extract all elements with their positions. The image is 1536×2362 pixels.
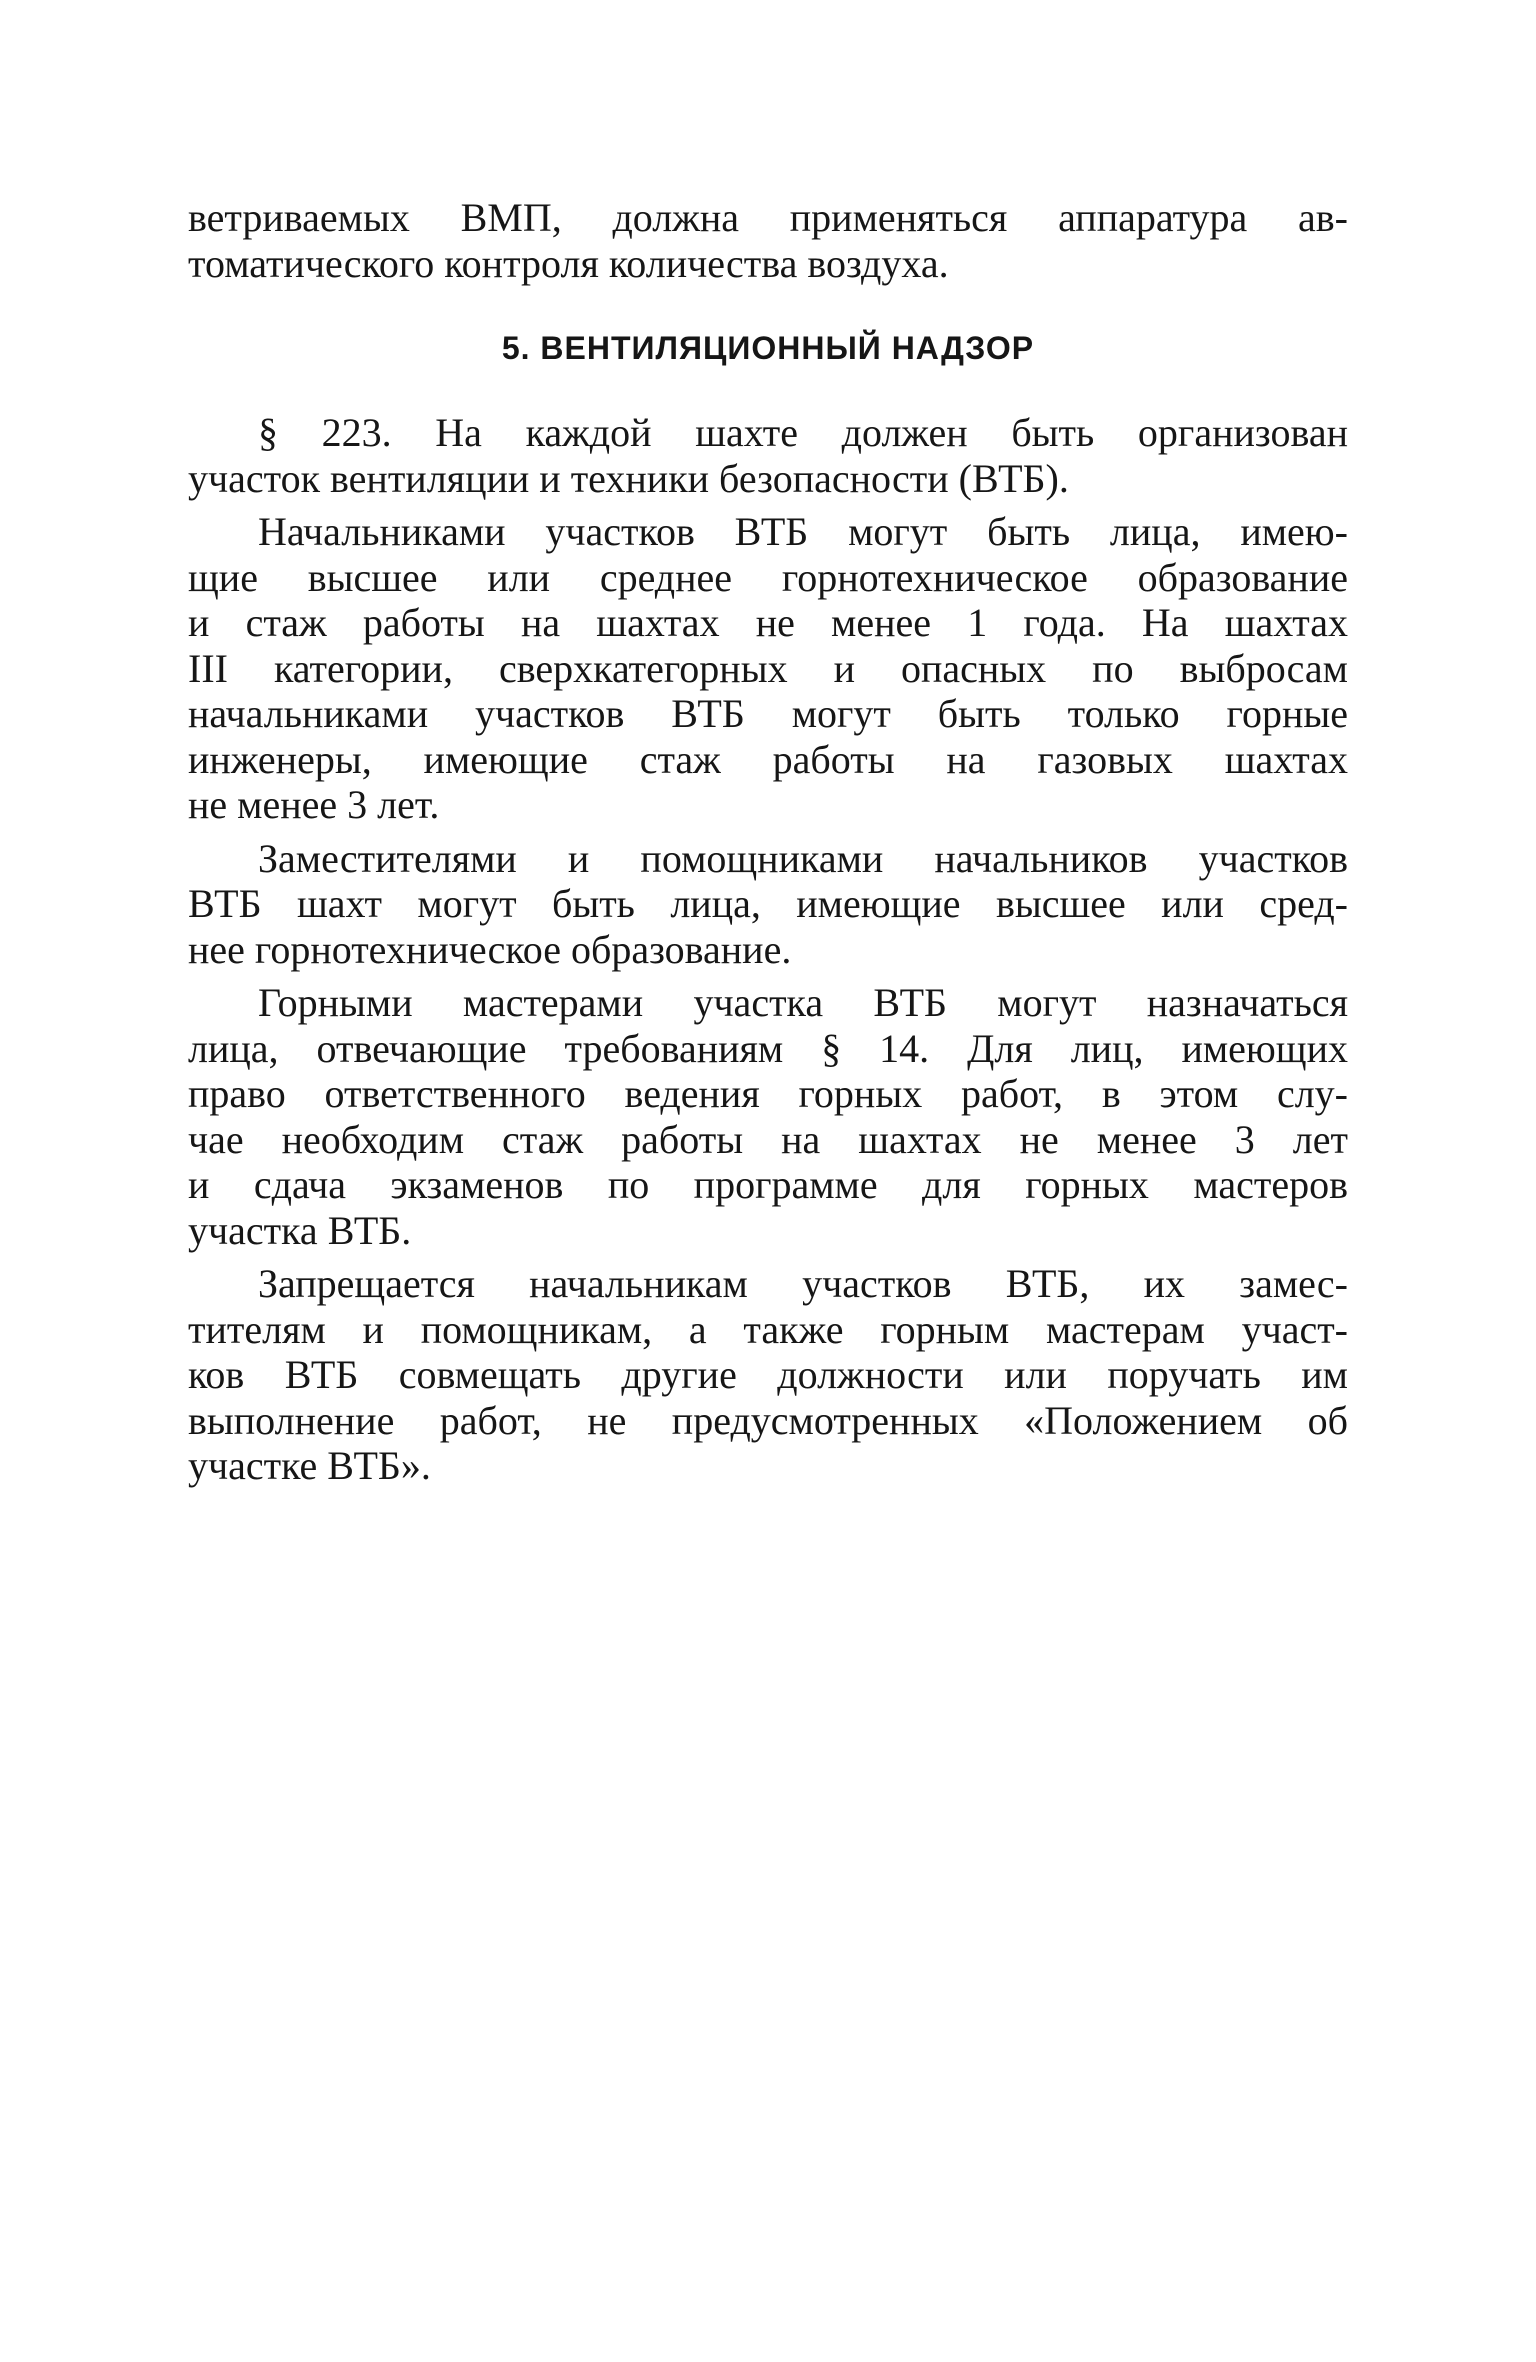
text-line: чае необходим стаж работы на шахтах не менее 3 лет: [188, 1116, 1348, 1162]
text-line: и стаж работы на шахтах не менее 1 года. На шахтах: [188, 600, 1348, 645]
text-line: тителям и помощникам, а также горным мастерам участ-: [188, 1306, 1348, 1352]
text-line: § 223. На каждой шахте должен быть организован: [258, 410, 1348, 455]
text-line: ветриваемых ВМП, должна применяться аппаратура ав-: [188, 195, 1348, 240]
text-line: лица, отвечающие требованиям § 14. Для лиц, имеющих: [188, 1025, 1348, 1071]
text-line: Начальниками участков ВТБ могут быть лица, имею-: [258, 509, 1348, 554]
text-line: начальниками участков ВТБ могут быть только горные: [188, 691, 1348, 736]
text-line: участке ВТБ».: [188, 1443, 431, 1488]
text-line: право ответственного ведения горных работ, в этом слу-: [188, 1071, 1348, 1116]
text-line: III категории, сверхкатегорных и опасных по выбросам: [188, 645, 1348, 691]
paragraph-223: [188, 410, 1348, 501]
text-line: щие высшее или среднее горнотехническое образование: [188, 554, 1348, 600]
paragraph-deputies: [188, 836, 1348, 973]
text-line: участка ВТБ.: [188, 1207, 412, 1253]
paragraph-mining-masters: [188, 980, 1348, 1253]
text-line: ков ВТБ совмещать другие должности или поручать им: [188, 1352, 1348, 1397]
text-line: Заместителями и помощниками начальников участков: [258, 835, 1348, 881]
text-line: выполнение работ, не предусмотренных «Положением об: [188, 1397, 1348, 1443]
text-line: Горными мастерами участка ВТБ могут назначаться: [258, 980, 1348, 1025]
section-heading: 5. ВЕНТИЛЯЦИОННЫЙ НАДЗОР: [501, 330, 1035, 366]
document-page: [188, 195, 1348, 1497]
text-line: участок вентиляции и техники безопасности (ВТБ).: [188, 455, 1069, 501]
text-line: инженеры, имеющие стаж работы на газовых шахтах: [188, 736, 1348, 782]
text-line: и сдача экзаменов по программе для горных мастеров: [188, 1162, 1348, 1207]
intro-paragraph: [188, 195, 1348, 286]
paragraph-prohibition: [188, 1261, 1348, 1489]
text-line: ВТБ шахт могут быть лица, имеющие высшее или сред-: [188, 881, 1348, 926]
text-line: нее горнотехническое образование.: [188, 926, 792, 972]
text-line: томатического контроля количества воздуха.: [188, 240, 949, 286]
paragraph-chiefs: [188, 509, 1348, 828]
text-line: Запрещается начальникам участков ВТБ, их замес-: [258, 1261, 1348, 1306]
text-line: не менее 3 лет.: [188, 782, 440, 827]
